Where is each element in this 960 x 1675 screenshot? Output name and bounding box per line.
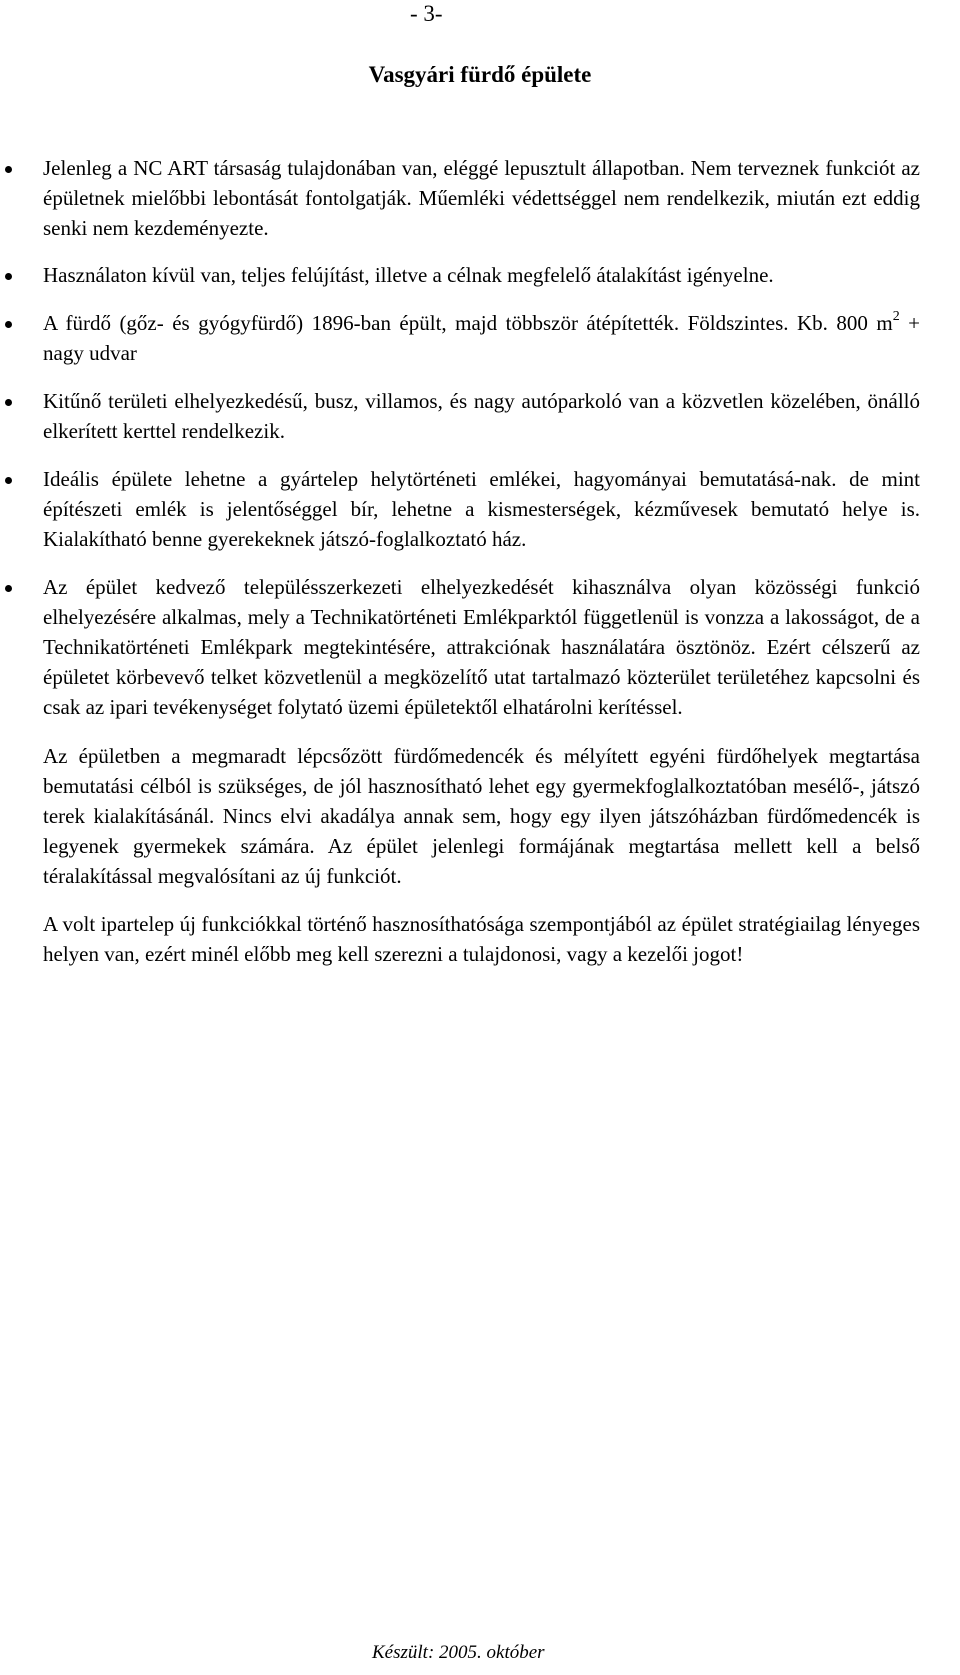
- bullet-list: [43, 153, 920, 722]
- list-item: Ideális épülete lehetne a gyártelep helytörténeti emlékei, hagyományai bemutatásá-nak. de mint építészeti emlék is jelentőséggel bír, lehetne a kismesterségek, kézművesek bemutató helye is. Kialakítható benne gyerekeknek játszó-foglalkoztató ház.: [43, 464, 920, 554]
- list-item: Jelenleg a NC ART társaság tulajdonában van, eléggé lepusztult állapotban. Nem terveznek funkciót az épületnek mielőbbi lebontását fontolgatják. Műemléki védettséggel nem rendelkezik, miután ezt eddig senki nem kezdeményezte.: [43, 153, 920, 243]
- list-item: Kitűnő területi elhelyezkedésű, busz, villamos, és nagy autóparkoló van a közvetlen közelében, önálló elkerített kerttel rendelkezik.: [43, 386, 920, 446]
- page-title: Vasgyári fürdő épülete: [368, 62, 592, 87]
- list-item-text: A fürdő (gőz- és gyógyfürdő) 1896-ban épült, majd többször átépítették. Földszintes. Kb. 800 m: [43, 311, 893, 335]
- footer-date: Készült: 2005. október: [372, 1642, 545, 1663]
- list-item: Használaton kívül van, teljes felújítást, illetve a célnak megfelelő átalakítást igényelne.: [43, 260, 920, 290]
- list-item-text: + nagy udvar: [43, 311, 921, 365]
- paragraph: A volt ipartelep új funkciókkal történő hasznosíthatósága szempontjából az épület stratégiailag lényeges helyen van, ezért minél előbb meg kell szerezni a tulajdonosi, vagy a kezelői jogot!: [43, 912, 920, 966]
- list-item: Az épület kedvező településszerkezeti elhelyezkedését kihasználva olyan közösségi funkció elhelyezésére alkalmas, mely a Technikatörténeti Emlékparktól függetlenül is vonzza a lakosságot, de a Technikatörténeti Emlékpark megtekintésére, attrakciónak használatára ösztönöz. Ezért célszerű az épületet körbevevő telket közvetlenül a megközelítő utat tartalmazó közterület területéhez kapcsolni és csak az ipari tevékenységet folytató üzemi épületektől elhatárolni kerítéssel.: [43, 572, 920, 722]
- superscript: 2: [892, 309, 900, 324]
- document-body: [43, 153, 920, 987]
- paragraph: Az épületben a megmaradt lépcsőzött fürdőmedencék és mélyített egyéni fürdőhelyek megtartása bemutatási célból is szükséges, de jól hasznosítható lehet egy gyermekfoglalkoztatóban mesélő-, játszó terek kialakításánál. Nincs elvi akadálya annak sem, hogy egy ilyen játszóházban fürdőmedencék is legyenek gyermekek számára. Az épület jelenlegi formájának megtartása mellett kell a belső téralakítással megvalósítani az új funkciót.: [43, 744, 920, 888]
- list-item: [43, 308, 920, 368]
- page-number: - 3-: [410, 1, 443, 26]
